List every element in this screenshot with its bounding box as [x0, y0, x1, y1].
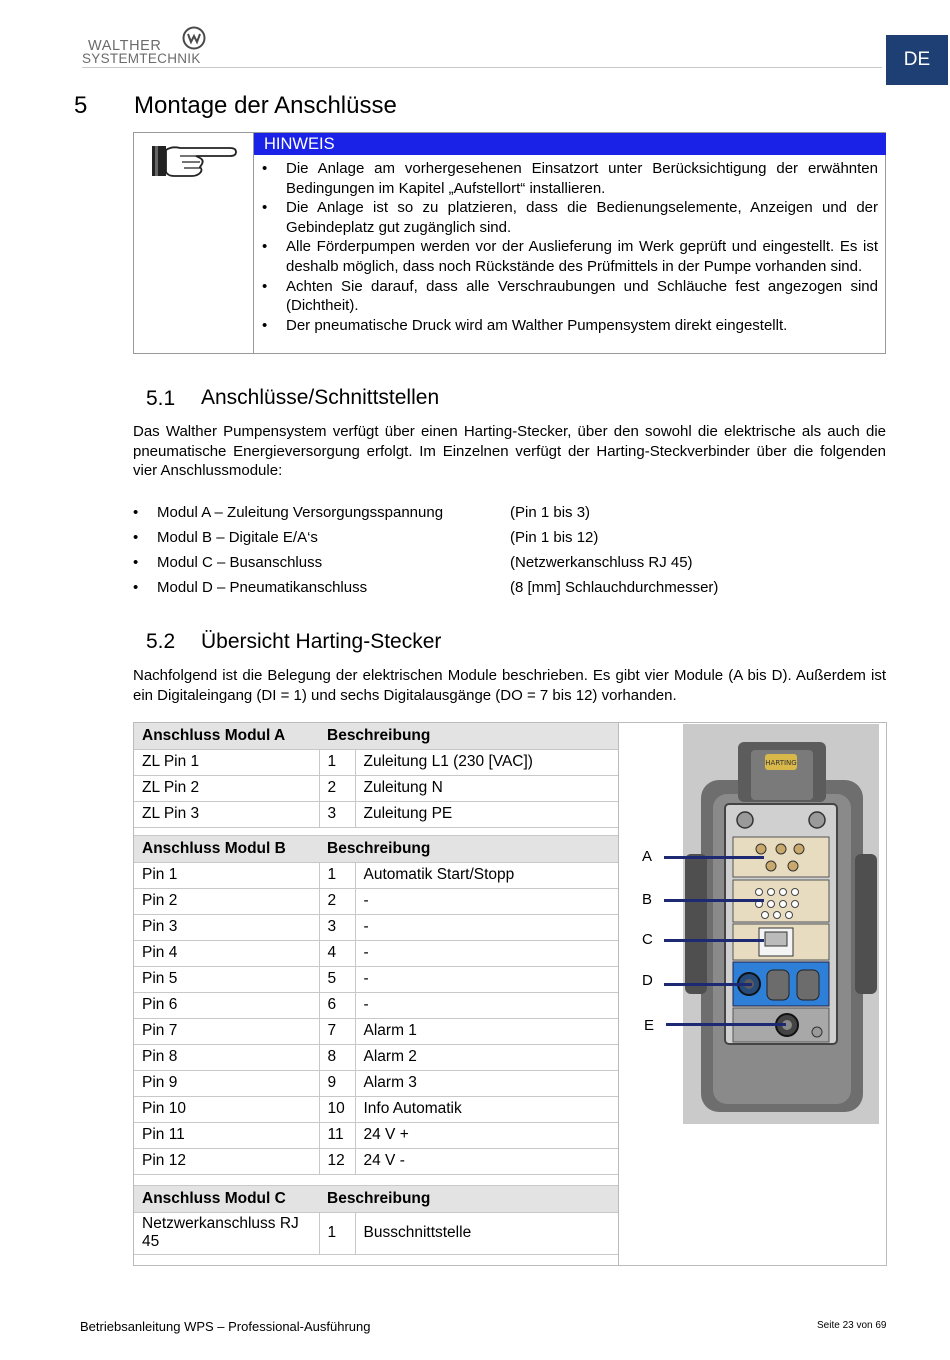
table-cell: 9: [319, 1070, 355, 1096]
list-item: • Modul C – Busanschluss (Netzwerkanschluss RJ 45): [133, 554, 693, 571]
subsection-title: Übersicht Harting-Stecker: [201, 630, 442, 653]
table-row: [134, 1096, 618, 1122]
table-cell: 6: [319, 992, 355, 1018]
header-cell: Beschreibung: [319, 1186, 618, 1212]
connector-photo: [683, 724, 879, 1124]
table-row: [134, 1148, 618, 1174]
photo-label-e: E: [644, 1017, 655, 1034]
table-cell: Pin 9: [134, 1070, 319, 1096]
subsection-number: 5.2: [146, 630, 176, 653]
table-cell: 24 V +: [355, 1122, 618, 1148]
table-cell: -: [355, 914, 618, 940]
table-cell: 2: [319, 775, 355, 801]
table-cell: Alarm 2: [355, 1044, 618, 1070]
logo-text-line1: WALTHER: [88, 38, 162, 54]
table-cell: 5: [319, 966, 355, 992]
notice-item: • Achten Sie darauf, dass alle Verschraubungen und Schläuche fest angezogen sind (Dichtheit).: [262, 277, 878, 316]
header-cell: Beschreibung: [319, 836, 618, 862]
table-row: [134, 1122, 618, 1148]
table-cell: 4: [319, 940, 355, 966]
page-number: Seite 23 von 69: [817, 1320, 887, 1331]
table-cell: Alarm 3: [355, 1070, 618, 1096]
notice-item: • Alle Förderpumpen werden vor der Auslieferung im Werk geprüft und eingestellt. Es ist deshalb möglich, dass noch Rückstände des Prüfmittels in der Pumpe vorhanden sind.: [262, 237, 878, 276]
table-header-row: [134, 723, 618, 749]
table-cell: Pin 11: [134, 1122, 319, 1148]
table-cell: Pin 10: [134, 1096, 319, 1122]
subsection-number: 5.1: [146, 387, 176, 410]
table-cell: Pin 12: [134, 1148, 319, 1174]
table-cell: -: [355, 940, 618, 966]
table-cell: Pin 1: [134, 862, 319, 888]
overview-paragraph: Nachfolgend ist die Belegung der elektrischen Module beschrieben. Es gibt vier Module (A bis D). Außerdem ist ein Digitaleingang (DI = 1) und sechs Digitalausgänge (DO = 7 bis 12) vorhanden.: [133, 667, 886, 704]
language-badge: DE: [886, 35, 948, 85]
pointing-hand-icon: [150, 140, 238, 182]
list-item: • Modul B – Digitale E/A‘s (Pin 1 bis 12): [133, 529, 599, 546]
logo-text-line2: SYSTEMTECHNIK: [82, 51, 201, 66]
table-cell: 10: [319, 1096, 355, 1122]
brand-label: HARTING: [765, 759, 797, 767]
table-cell: Zuleitung L1 (230 [VAC]): [355, 749, 618, 775]
table-modul-b: [134, 836, 618, 1175]
table-cell: ZL Pin 1: [134, 749, 319, 775]
table-cell: 1: [319, 862, 355, 888]
notice-list: [262, 159, 878, 335]
table-cell: 8: [319, 1044, 355, 1070]
section-number: 5: [74, 92, 88, 119]
table-cell: 3: [319, 801, 355, 827]
table-row: [134, 862, 618, 888]
pointer-line-b: [664, 899, 764, 902]
pointer-line-e: [666, 1023, 786, 1026]
table-cell: 11: [319, 1122, 355, 1148]
footer-title: Betriebsanleitung WPS – Professional-Ausführung: [80, 1319, 371, 1334]
module-value: (8 [mm] Schlauchdurchmesser): [510, 579, 719, 596]
pointer-line-a: [664, 856, 764, 859]
table-cell: 3: [319, 914, 355, 940]
table-cell: Pin 8: [134, 1044, 319, 1070]
notice-item: • Der pneumatische Druck wird am Walther Pumpensystem direkt eingestellt.: [262, 316, 878, 336]
table-cell: 1: [319, 749, 355, 775]
table-cell: Pin 6: [134, 992, 319, 1018]
module-value: (Pin 1 bis 3): [510, 504, 591, 521]
table-cell: Alarm 1: [355, 1018, 618, 1044]
table-cell: Pin 5: [134, 966, 319, 992]
table-cell: ZL Pin 2: [134, 775, 319, 801]
table-cell: -: [355, 966, 618, 992]
table-row: [134, 1018, 618, 1044]
table-row: [134, 801, 618, 827]
table-cell: Info Automatik: [355, 1096, 618, 1122]
photo-label-b: B: [642, 891, 653, 908]
header-cell: Anschluss Modul B: [134, 836, 319, 862]
header-rule: [82, 67, 882, 68]
table-modul-c: [134, 1186, 618, 1255]
table-cell: Pin 3: [134, 914, 319, 940]
list-item: • Modul D – Pneumatikanschluss (8 [mm] Schlauchdurchmesser): [133, 579, 719, 596]
table-cell: 24 V -: [355, 1148, 618, 1174]
photo-label-d: D: [642, 972, 653, 989]
table-row: [134, 914, 618, 940]
table-cell: Busschnittstelle: [355, 1212, 618, 1254]
table-cell: Automatik Start/Stopp: [355, 862, 618, 888]
list-item: • Modul A – Zuleitung Versorgungsspannung (Pin 1 bis 3): [133, 504, 591, 521]
table-row: [134, 749, 618, 775]
table-cell: 1: [319, 1212, 355, 1254]
table-divider: [618, 722, 619, 1266]
intro-paragraph: Das Walther Pumpensystem verfügt über einen Harting-Stecker, über den sowohl die elektrische als auch die pneumatische Energieversorgung erfolgt. Im Einzelnen verfügt der Harting-Steckverbinder über die folgenden vier Anschlussmodule:: [133, 423, 886, 479]
header-cell: Anschluss Modul C: [134, 1186, 319, 1212]
table-row: [134, 1212, 618, 1254]
table-cell: Netzwerkanschluss RJ 45: [134, 1212, 319, 1254]
module-value: (Netzwerkanschluss RJ 45): [510, 554, 693, 571]
table-cell: Zuleitung PE: [355, 801, 618, 827]
pointer-line-d: [664, 983, 752, 986]
table-header-row: [134, 1186, 618, 1212]
table-cell: -: [355, 992, 618, 1018]
table-row: [134, 775, 618, 801]
table-row: [134, 966, 618, 992]
table-cell: Pin 2: [134, 888, 319, 914]
section-title: Montage der Anschlüsse: [134, 92, 397, 119]
harting-connector-image: [683, 724, 879, 1124]
table-cell: 2: [319, 888, 355, 914]
module-list: [133, 504, 833, 604]
table-cell: -: [355, 888, 618, 914]
table-cell: Zuleitung N: [355, 775, 618, 801]
header-cell: Anschluss Modul A: [134, 723, 319, 749]
table-row: [134, 888, 618, 914]
module-value: (Pin 1 bis 12): [510, 529, 599, 546]
subsection-title: Anschlüsse/Schnittstellen: [201, 386, 440, 409]
module-name: Modul B – Digitale E/A‘s: [157, 529, 318, 546]
pointer-line-c: [664, 939, 764, 942]
table-cell: ZL Pin 3: [134, 801, 319, 827]
table-cell: 12: [319, 1148, 355, 1174]
table-row: [134, 1044, 618, 1070]
table-row: [134, 992, 618, 1018]
company-logo: [82, 26, 212, 68]
logo-mark-icon: [182, 26, 206, 50]
photo-label-a: A: [642, 848, 653, 865]
table-modul-a: [134, 723, 618, 828]
notice-item: • Die Anlage ist so zu platzieren, dass die Bedienungselemente, Anzeigen und der Gebindeplatz gut zugänglich sind.: [262, 198, 878, 237]
table-header-row: [134, 836, 618, 862]
module-name: Modul C – Busanschluss: [157, 554, 323, 571]
notice-item: • Die Anlage am vorhergesehenen Einsatzort unter Berücksichtigung der erwähnten Bedingungen im Kapitel „Aufstellort“ installieren.: [262, 159, 878, 198]
header-cell: Beschreibung: [319, 723, 618, 749]
table-cell: Pin 4: [134, 940, 319, 966]
notice-label: HINWEIS: [254, 133, 886, 155]
table-row: [134, 1070, 618, 1096]
table-cell: Pin 7: [134, 1018, 319, 1044]
table-row: [134, 940, 618, 966]
notice-divider: [253, 132, 254, 354]
table-cell: 7: [319, 1018, 355, 1044]
module-name: Modul A – Zuleitung Versorgungsspannung: [157, 504, 444, 521]
photo-label-c: C: [642, 931, 653, 948]
module-name: Modul D – Pneumatikanschluss: [157, 579, 368, 596]
